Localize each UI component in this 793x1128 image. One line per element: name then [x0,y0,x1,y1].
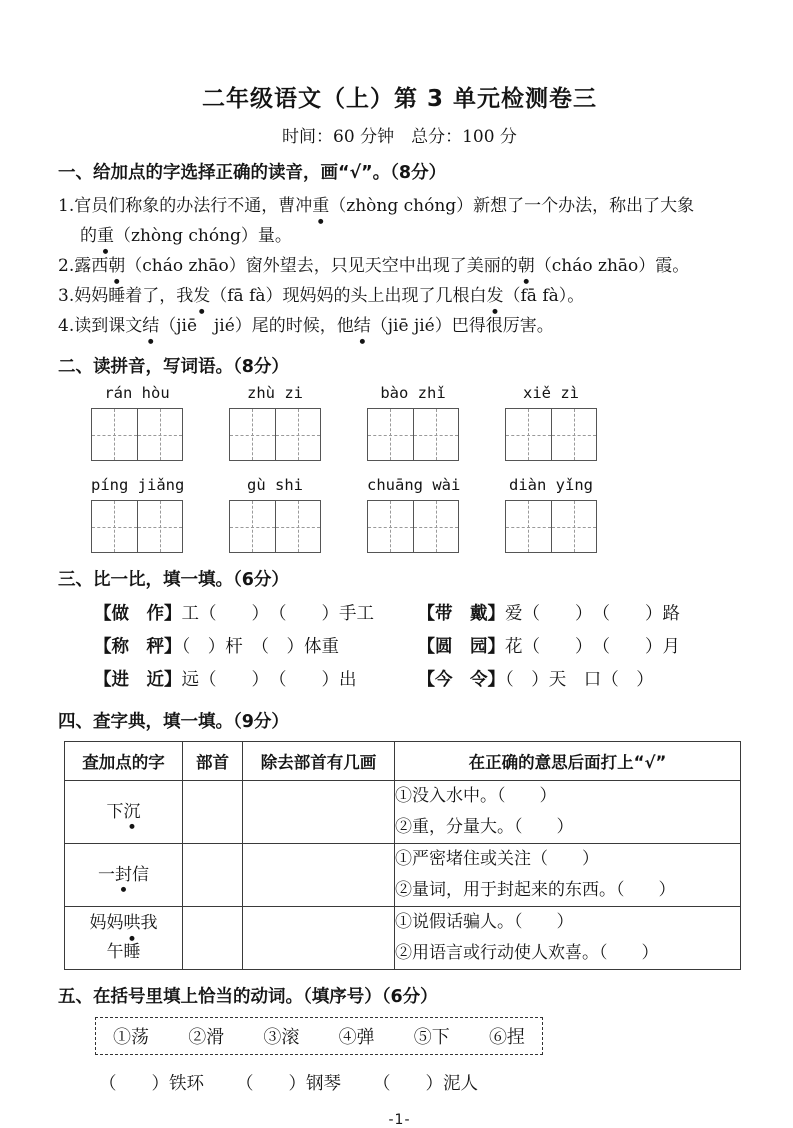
pinyin-word-group [505,476,597,553]
pinyin-label: gù shi [247,476,303,494]
meaning-option: ①没入水中。（ ） [395,786,557,806]
writing-box [505,500,597,553]
radical-blank-cell [183,844,243,907]
meaning-option: ②用语言或行动使人欢喜。（ ） [395,943,659,963]
section5-heading: 五、在括号里填上恰当的动词。（填序号）（6分） [58,987,438,1007]
word-bank-item: ②滑 [188,1027,225,1048]
compare-pair [418,598,742,631]
meanings-cell [395,781,741,844]
text-segment: （cháo zhāo）霞。 [534,256,690,276]
page-title: 二年级语文（上）第 3 单元检测卷三 [201,86,598,112]
writing-box [229,408,321,461]
fill-blanks-text: 远（ ） （ ）出 [181,670,357,690]
char-pair-label: 【进 近】 [94,670,182,690]
writing-cell [368,409,413,460]
answer-row [58,1070,741,1095]
page-number: -1- [388,1112,411,1128]
writing-cell [368,501,413,552]
pinyin-label: rán hòu [104,384,170,402]
pinyin-word-group [229,384,321,461]
table-row [65,844,741,907]
char-pair-label: 【称 秤】 [94,637,182,657]
writing-cell [230,501,275,552]
writing-cell [137,501,183,552]
text-segment: 一 [98,864,115,885]
meanings-cell [395,844,741,907]
pinyin-label: píng jiǎng [91,476,185,494]
pinyin-row [58,476,741,553]
writing-box [367,500,459,553]
writing-cell [137,409,183,460]
pinyin-label: chuāng wài [367,476,461,494]
question-line [58,281,741,311]
pinyin-word-group [91,476,183,553]
writing-box [91,408,183,461]
fill-blanks-text: （ ）天 口（ ） [505,670,654,690]
emphasized-char: 重 ● [97,221,114,251]
emphasized-char: 重 ● [312,191,329,221]
writing-cell [551,409,597,460]
emphasized-char: 结 ● [142,311,159,341]
strokes-blank-cell [243,844,395,907]
writing-cell [506,409,551,460]
question-line [58,311,741,341]
answer-slot: （ ）泥人 [373,1074,478,1094]
writing-cell [92,409,137,460]
pinyin-label: bào zhǐ [380,384,446,402]
emphasized-char: 朝 ● [108,251,125,281]
section2-heading: 二、读拼音，写词语。（8分） [58,357,289,377]
text-segment: 3.妈妈睡着了，我 [58,286,194,306]
emphasized-char: 结 ● [354,311,371,341]
text-segment: （zhòng chóng）量。 [114,226,292,246]
text-segment: （cháo zhāo）窗外望去，只见天空中出现了美丽的 [125,256,518,276]
lookup-word-cell [65,844,183,907]
answer-slot: （ ）铁环 [99,1074,204,1094]
pinyin-word-group [505,384,597,461]
fill-blanks-text: 爱（ ） （ ）路 [505,604,680,624]
lookup-word-cell [65,907,183,970]
lookup-word-cell [65,781,183,844]
meaning-option: ②重，分量大。（ ） [395,817,574,837]
pinyin-word-group [91,384,183,461]
writing-box [229,500,321,553]
word-bank-item: ⑤下 [413,1027,450,1048]
emphasized-char: 朝 ● [518,251,535,281]
question-line [58,191,741,221]
verb-word-bank [95,1017,543,1055]
emphasized-char: 封 ● [115,861,132,890]
radical-blank-cell [183,907,243,970]
text-segment: （zhòng chóng）新想了一个办法，称出了大象 [329,196,695,216]
exam-time-score: 时间：60 分钟 总分：100 分 [282,127,517,147]
writing-cell [230,409,275,460]
column-header: 查加点的字 [65,742,183,781]
pinyin-word-group [367,476,459,553]
meaning-option: ①严密堵住或关注（ ） [395,849,599,869]
char-pair-label: 【今 令】 [417,670,505,690]
writing-cell [275,409,321,460]
meanings-cell [395,907,741,970]
compare-pair [94,631,418,664]
word-bank-item: ⑥捏 [488,1027,525,1048]
pinyin-label: xiě zì [523,384,579,402]
table-row [65,781,741,844]
section3-heading: 三、比一比，填一填。（6分） [58,570,289,590]
strokes-blank-cell [243,781,395,844]
writing-box [505,408,597,461]
compare-pair [94,664,418,697]
char-pair-label: 【做 作】 [94,604,182,624]
pinyin-row [58,384,741,461]
text-segment: 我 [140,913,158,933]
fill-blanks-text: 工（ ） （ ）手工 [181,604,374,624]
question-line [58,221,741,251]
text-segment: 4.读到课文 [58,316,143,336]
fill-blanks-text: 花（ ） （ ）月 [505,637,680,657]
emphasized-char: 发 ● [193,281,210,311]
compare-pair [418,631,742,664]
text-segment: （fā fà）现妈妈的头上出现了几根白 [210,286,487,306]
pinyin-word-group [229,476,321,553]
text-segment: 信 [132,864,149,885]
word-bank-item: ④弹 [338,1027,375,1048]
column-header: 部首 [183,742,243,781]
section1-items [58,191,741,341]
word-bank-item: ①荡 [113,1027,149,1048]
pinyin-label: diàn yǐng [509,476,593,494]
section4-heading: 四、查字典，填一填。（9分） [58,712,289,732]
pinyin-word-group [367,384,459,461]
text-segment: （jiē jié）尾的时候，他 [159,316,354,336]
writing-cell [413,501,459,552]
word-bank-item: ③滚 [263,1027,300,1048]
table-row [65,907,741,970]
char-pair-label: 【带 戴】 [417,604,505,624]
text-segment: 1.官员们称象的办法行不通，曹冲 [58,196,313,216]
answer-slot: （ ）钢琴 [236,1074,341,1094]
table-header-row [65,742,741,781]
text-segment: 的 [80,226,97,246]
dictionary-table [64,741,741,970]
char-pair-label: 【圆 园】 [417,637,505,657]
compare-row [58,598,741,631]
section1-heading: 一、给加点的字选择正确的读音，画“√”。（8分） [58,163,447,183]
writing-cell [551,501,597,552]
compare-pair [418,664,742,697]
meaning-option: ②量词，用于封起来的东西。（ ） [395,880,676,900]
emphasized-char: 发 ● [487,281,504,311]
text-segment: （jiē jié）巴得很厉害。 [370,316,554,336]
emphasized-char: 沉 ● [124,798,141,827]
text-segment: （fā fà）。 [503,286,585,306]
writing-box [91,500,183,553]
text-segment: 妈妈 [89,913,124,933]
emphasized-char: 哄 ● [124,909,141,938]
column-header: 除去部首有几画 [243,742,395,781]
writing-cell [413,409,459,460]
text-segment: 下 [106,801,124,822]
compare-pair [94,598,418,631]
writing-cell [92,501,137,552]
question-line [58,251,741,281]
pinyin-label: zhù zi [247,384,303,402]
text-segment: 午睡 [106,942,141,962]
compare-row [58,664,741,697]
writing-cell [275,501,321,552]
writing-box [367,408,459,461]
column-header: 在正确的意思后面打上“√” [395,742,741,781]
strokes-blank-cell [243,907,395,970]
writing-cell [506,501,551,552]
meaning-option: ①说假话骗人。（ ） [395,912,574,932]
text-segment: 2.露西 [58,256,109,276]
compare-row [58,631,741,664]
fill-blanks-text: （ ）杆 （ ）体重 [181,637,339,657]
radical-blank-cell [183,781,243,844]
